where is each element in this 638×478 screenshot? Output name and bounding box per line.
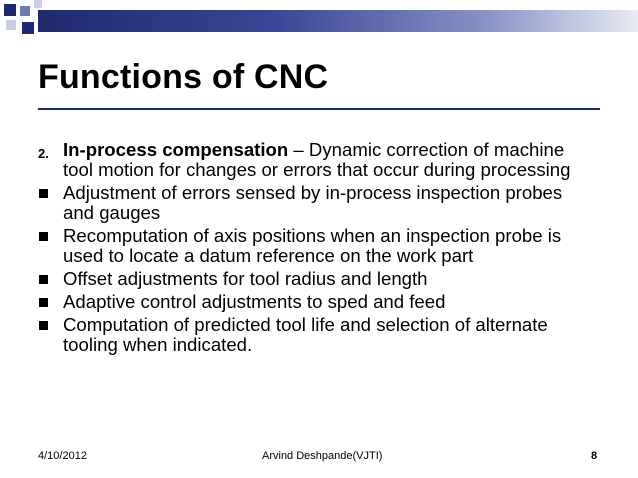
list-number: 2. xyxy=(38,146,49,161)
decor-square xyxy=(6,20,16,30)
footer-date: 4/10/2012 xyxy=(38,450,87,462)
item-text: Computation of predicted tool life and selection of alternate tooling when indicated. xyxy=(63,314,548,355)
bullet-square-icon xyxy=(39,321,48,330)
decor-square xyxy=(22,22,34,34)
item-text: Recomputation of axis positions when an inspection probe is used to locate a datum reference on the work part xyxy=(63,225,562,266)
item-text: – Dynamic correction of machine tool motion for changes or errors that occur during processing xyxy=(63,139,571,180)
bullet-square-icon xyxy=(39,232,48,241)
item-text: Adjustment of errors sensed by in-process inspection probes and gauges xyxy=(63,182,563,223)
bullet-square-icon xyxy=(39,298,48,307)
decor-square xyxy=(34,0,42,8)
item-text: Adaptive control adjustments to sped and feed xyxy=(63,291,446,312)
item-emphasis: In-process compensation xyxy=(63,139,289,160)
list-item xyxy=(38,269,598,289)
bullet-square-icon xyxy=(39,275,48,284)
footer-author: Arvind Deshpande(VJTI) xyxy=(262,450,383,462)
slide-title: Functions of CNC xyxy=(38,58,329,96)
list-item xyxy=(38,315,598,355)
title-rule xyxy=(38,108,600,110)
page-number: 8 xyxy=(591,450,598,462)
bullet-square-icon xyxy=(39,189,48,198)
item-text: Offset adjustments for tool radius and length xyxy=(63,268,428,289)
decor-square xyxy=(20,6,30,16)
bullet-list xyxy=(38,140,598,358)
header-band xyxy=(38,10,638,32)
decor-square xyxy=(4,4,16,16)
list-item xyxy=(38,226,598,266)
list-item xyxy=(38,140,598,180)
list-item xyxy=(38,183,598,223)
list-item xyxy=(38,292,598,312)
